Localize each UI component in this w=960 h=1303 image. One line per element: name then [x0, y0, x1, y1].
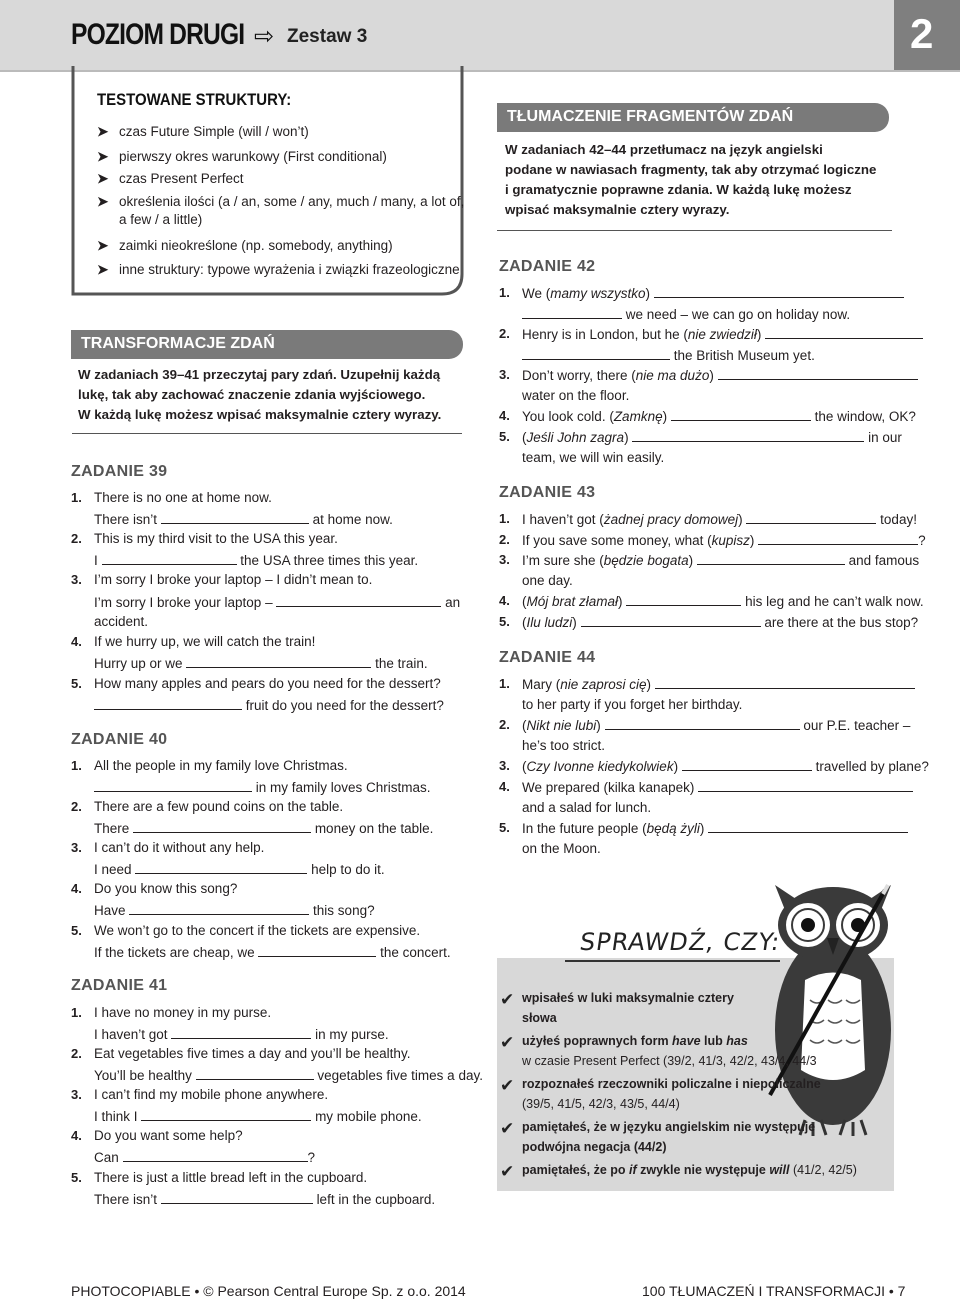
sentence: Hurry up or we the train.: [94, 656, 428, 671]
answer-blank[interactable]: [746, 510, 876, 524]
item-number: 2.: [71, 531, 82, 546]
exercise-title: ZADANIE 42: [499, 258, 596, 275]
sentence: I haven’t got in my purse.: [94, 1027, 389, 1042]
answer-blank[interactable]: [135, 860, 307, 874]
sentence: to her party if you forget her birthday.: [522, 697, 743, 712]
arrowhead-icon: ➤: [97, 262, 109, 277]
sentence: the British Museum yet.: [522, 346, 815, 365]
sentence: If the tickets are cheap, we the concert.: [94, 945, 451, 960]
check-item: wpisałeś w luki maksymalnie cztery słowa: [522, 991, 734, 1025]
answer-blank[interactable]: [605, 716, 800, 730]
sentence: I’m sure she (będzie bogata) and famous: [522, 553, 920, 568]
item-number: 1.: [499, 511, 510, 526]
sentence: There money on the table.: [94, 821, 434, 836]
sentence: one day.: [522, 573, 573, 588]
sentence: I think I my mobile phone.: [94, 1109, 422, 1124]
sentence: I’m sorry I broke your laptop – an: [94, 595, 461, 610]
item-number: 4.: [71, 1128, 82, 1143]
level-title: POZIOM DRUGI: [71, 18, 245, 51]
sentence: How many apples and pears do you need for the dessert?: [94, 676, 441, 691]
sentence: Don’t worry, there (nie ma dużo): [522, 366, 918, 385]
sentence: If we hurry up, we will catch the train!: [94, 634, 316, 649]
item-number: 1.: [499, 285, 510, 300]
answer-blank[interactable]: [102, 551, 237, 565]
item-number: 3.: [499, 367, 510, 382]
set-subtitle: Zestaw 3: [287, 26, 368, 47]
exercise-title: ZADANIE 43: [499, 484, 596, 501]
sentence: I have no money in my purse.: [94, 1005, 272, 1020]
answer-blank[interactable]: [161, 510, 309, 524]
item-number: 2.: [499, 717, 510, 732]
structure-item: ➤ czas Present Perfect: [97, 171, 244, 186]
arrowhead-icon: ➤: [97, 238, 109, 253]
sentence: Can ?: [94, 1150, 316, 1165]
sentence: Eat vegetables five times a day and you’ll be healthy.: [94, 1046, 411, 1061]
transform-instruction: W zadaniach 39–41 przeczytaj pary zdań. Uzupełnij każdą: [78, 367, 441, 382]
item-number: 2.: [499, 326, 510, 341]
sentence: Mary (nie zaprosi cię): [522, 675, 915, 694]
item-number: 1.: [71, 490, 82, 505]
sentence: Henry is in London, but he (nie zwiedził): [522, 325, 923, 344]
sentence: fruit do you need for the dessert?: [94, 696, 444, 715]
answer-blank[interactable]: [133, 819, 311, 833]
item-number: 3.: [71, 840, 82, 855]
answer-blank[interactable]: [671, 407, 811, 421]
item-number: 5.: [71, 676, 82, 691]
sentence: We prepared (kilka kanapek): [522, 778, 913, 797]
sentence: (Ilu ludzi) are there at the bus stop?: [522, 615, 919, 630]
sentence: (Mój brat złamał) his leg and he can’t walk now.: [522, 594, 924, 609]
sentence: Do you know this song?: [94, 881, 238, 896]
translation-instruction: W zadaniach 42–44 przetłumacz na język angielski: [505, 142, 823, 157]
checkmark-icon: ✔: [500, 1033, 515, 1052]
sentence: There isn’t left in the cupboard.: [94, 1192, 436, 1207]
arrowhead-icon: ➤: [97, 194, 109, 209]
item-number: 3.: [499, 758, 510, 773]
check-title: SPRAWDŹ, CZY:: [578, 928, 783, 956]
item-number: 5.: [71, 1170, 82, 1185]
check-item: pamiętałeś, że w języku angielskim nie występuje podwójna negacja (44/2): [522, 1120, 816, 1154]
answer-blank[interactable]: [171, 1025, 311, 1039]
sentence: This is my third visit to the USA this year.: [94, 531, 338, 546]
answer-blank[interactable]: [94, 696, 242, 710]
translation-instruction: podane w nawiasach fragmenty, tak aby otrzymać logiczne: [505, 162, 877, 177]
item-number: 5.: [71, 923, 82, 938]
exercise-title: ZADANIE 39: [71, 463, 168, 480]
answer-blank[interactable]: [522, 305, 622, 319]
page-number: 2: [910, 10, 934, 57]
check-title-underline: [565, 960, 780, 962]
footer-book-title: 100 TŁUMACZEŃ I TRANSFORMACJI • 7: [642, 1283, 906, 1299]
check-item: rozpoznałeś rzeczowniki policzalne i niepoliczalne (39/5, 41/5, 42/3, 43/5, 44/4): [522, 1077, 821, 1111]
translation-instruction: i gramatycznie poprawne zdania. W każdą lukę możesz: [505, 182, 852, 197]
exercise-title: ZADANIE 41: [71, 977, 168, 994]
checkmark-icon: ✔: [500, 1162, 515, 1181]
item-number: 1.: [499, 676, 510, 691]
answer-blank[interactable]: [196, 1066, 314, 1080]
item-number: 3.: [71, 1087, 82, 1102]
item-number: 5.: [499, 820, 510, 835]
arrow-icon: ⇨: [254, 23, 275, 50]
sentence: I the USA three times this year.: [94, 553, 419, 568]
item-number: 4.: [499, 408, 510, 423]
item-number: 4.: [499, 593, 510, 608]
answer-blank[interactable]: [682, 757, 812, 771]
sentence: There is just a little bread left in the cupboard.: [94, 1170, 368, 1185]
answer-blank[interactable]: [581, 613, 761, 627]
structure-item: ➤ zaimki nieokreślone (np. somebody, anything): [97, 238, 393, 253]
transform-instruction: lukę, tak aby zachować znaczenie zdania wyjściowego.: [78, 387, 426, 402]
answer-blank[interactable]: [123, 1148, 308, 1162]
sentence: I need help to do it.: [94, 862, 385, 877]
sentence: (Czy Ivonne kiedykolwiek) travelled by plane?: [522, 759, 929, 774]
item-number: 4.: [499, 779, 510, 794]
sentence: There isn’t at home now.: [94, 512, 393, 527]
answer-blank[interactable]: [632, 428, 864, 442]
answer-blank[interactable]: [129, 901, 309, 915]
sentence: I’m sorry I broke your laptop – I didn’t mean to.: [94, 572, 373, 587]
sentence: (Jeśli John zagra) in our: [522, 430, 902, 445]
sentence: he’s too strict.: [522, 738, 606, 753]
item-number: 1.: [71, 1005, 82, 1020]
item-number: 5.: [499, 429, 510, 444]
answer-blank[interactable]: [765, 325, 923, 339]
exercise-title: ZADANIE 40: [71, 731, 168, 748]
answer-blank[interactable]: [94, 778, 252, 792]
answer-blank[interactable]: [258, 943, 376, 957]
arrowhead-icon: ➤: [97, 171, 109, 186]
check-item: pamiętałeś, że po if zwykle nie występuje will (41/2, 42/5): [522, 1163, 857, 1177]
answer-blank[interactable]: [708, 819, 908, 833]
answer-blank[interactable]: [758, 531, 918, 545]
structure-item: ➤ inne struktury: typowe wyrażenia i związki frazeologiczne: [97, 262, 460, 277]
divider: [72, 433, 462, 434]
item-number: 3.: [499, 552, 510, 567]
sentence: If you save some money, what (kupisz) ?: [522, 533, 926, 548]
sentence: We (mamy wszystko): [522, 284, 904, 303]
sentence: accident.: [94, 614, 149, 629]
sentence: and a salad for lunch.: [522, 800, 652, 815]
answer-blank[interactable]: [276, 593, 441, 607]
sentence: There is no one at home now.: [94, 490, 272, 505]
sentence: on the Moon.: [522, 841, 601, 856]
sentence: in my family loves Christmas.: [94, 778, 431, 797]
answer-blank[interactable]: [718, 366, 918, 380]
sentence: we need – we can go on holiday now.: [522, 305, 850, 324]
sentence: I can’t find my mobile phone anywhere.: [94, 1087, 329, 1102]
structure-item: ➤ pierwszy okres warunkowy (First conditional): [97, 149, 387, 164]
translation-instruction: wpisać maksymalnie cztery wyrazy.: [505, 202, 730, 217]
answer-blank[interactable]: [186, 654, 371, 668]
item-number: 5.: [499, 614, 510, 629]
sentence: We won’t go to the concert if the tickets are expensive.: [94, 923, 421, 938]
sentence: Have this song?: [94, 903, 375, 918]
transform-section-bar: TRANSFORMACJE ZDAŃ: [71, 330, 463, 359]
structures-title: TESTOWANE STRUKTURY:: [97, 90, 292, 109]
sentence: (Nikt nie lubi) our P.E. teacher –: [522, 718, 911, 733]
answer-blank[interactable]: [522, 346, 670, 360]
divider: [497, 230, 892, 231]
structure-item: ➤ określenia ilości (a / an, some / any, much / many, a lot of,: [97, 194, 465, 209]
arrowhead-icon: ➤: [97, 149, 109, 164]
sentence: Do you want some help?: [94, 1128, 243, 1143]
sentence: You look cold. (Zamknę) the window, OK?: [522, 409, 916, 424]
item-number: 1.: [71, 758, 82, 773]
check-item: użyłeś poprawnych form have lub has w czasie Present Perfect (39/2, 41/3, 42/2, 43/4, 44/3: [522, 1034, 817, 1068]
exercise-title: ZADANIE 44: [499, 649, 596, 666]
item-number: 2.: [499, 532, 510, 547]
sentence: I can’t do it without any help.: [94, 840, 265, 855]
transform-instruction: W każdą lukę możesz wpisać maksymalnie cztery wyrazy.: [78, 407, 442, 422]
translation-section-bar: TŁUMACZENIE FRAGMENTÓW ZDAŃ: [497, 103, 889, 132]
sentence: In the future people (będą żyli): [522, 819, 908, 838]
sentence: You’ll be healthy vegetables five times a day.: [94, 1068, 483, 1083]
sentence: All the people in my family love Christmas.: [94, 758, 348, 773]
answer-blank[interactable]: [697, 551, 845, 565]
structure-item-cont: a few / a little): [119, 212, 203, 227]
answer-blank[interactable]: [655, 675, 915, 689]
structure-item: ➤ czas Future Simple (will / won’t): [97, 124, 309, 139]
sentence: water on the floor.: [522, 388, 630, 403]
arrowhead-icon: ➤: [97, 124, 109, 139]
answer-blank[interactable]: [698, 778, 913, 792]
answer-blank[interactable]: [141, 1107, 311, 1121]
item-number: 4.: [71, 634, 82, 649]
checkmark-icon: ✔: [500, 1119, 515, 1138]
footer-copyright: PHOTOCOPIABLE • © Pearson Central Europe Sp. z o.o. 2014: [71, 1283, 466, 1299]
item-number: 3.: [71, 572, 82, 587]
item-number: 2.: [71, 1046, 82, 1061]
sentence: I haven’t got (żadnej pracy domowej) today!: [522, 512, 917, 527]
sentence: team, we will win easily.: [522, 450, 665, 465]
answer-blank[interactable]: [654, 284, 904, 298]
answer-blank[interactable]: [161, 1190, 313, 1204]
item-number: 2.: [71, 799, 82, 814]
sentence: There are a few pound coins on the table.: [94, 799, 344, 814]
checkmark-icon: ✔: [500, 990, 515, 1009]
checkmark-icon: ✔: [500, 1076, 515, 1095]
item-number: 4.: [71, 881, 82, 896]
answer-blank[interactable]: [626, 592, 741, 606]
